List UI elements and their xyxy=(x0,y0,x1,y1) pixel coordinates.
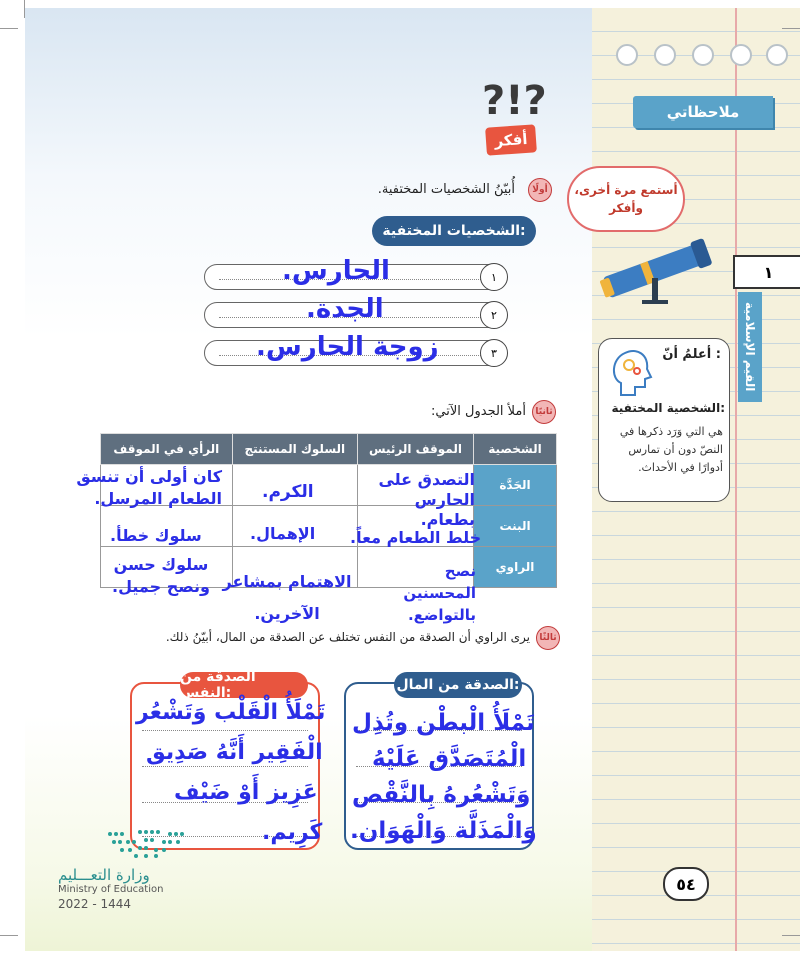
table-header: الشخصية xyxy=(474,434,557,465)
q2-instruction: أملأ الجدول الآتي: xyxy=(431,404,526,419)
think-label: أفكر xyxy=(485,124,537,155)
handwritten-opinion-2: سلوك خطأ. xyxy=(110,526,202,545)
q3-badge: ثالثًا xyxy=(536,626,560,650)
hidden-characters-title: الشخصيات المختفية: xyxy=(372,216,536,246)
think-marks: ?!? xyxy=(482,78,547,124)
q1-badge: أولًا xyxy=(528,178,552,202)
binder-hole xyxy=(654,44,676,66)
binder-hole xyxy=(766,44,788,66)
telescope-icon xyxy=(594,238,724,306)
ministry-name-english: Ministry of Education xyxy=(58,884,164,895)
crop-mark xyxy=(782,28,800,29)
row-number-2: ٢ xyxy=(480,301,508,329)
handwritten-behavior-2: الإهمال. xyxy=(250,524,316,543)
row-number-3: ٣ xyxy=(480,339,508,367)
handwritten-money-line-3: وَتَشْعُرهُ بِالنَّقْص xyxy=(352,782,531,808)
crop-mark xyxy=(782,935,800,936)
ministry-logo xyxy=(100,826,190,860)
handwritten-money-line-1: تَمْلَأُ الْبطْن وتُذِل xyxy=(352,710,535,736)
handwritten-opinion-1: كان أولى أن تنسق الطعام المرسل. xyxy=(76,467,222,508)
handwritten-money-line-2: الْمُتَصَدَّق عَلَيْهُ xyxy=(372,746,527,772)
handwritten-self-line-4: كَرِيم. xyxy=(262,820,323,845)
ruled-line xyxy=(142,730,308,731)
q2-badge: ثانيًا xyxy=(532,400,556,424)
info-heading: الشخصية المختفية: xyxy=(611,401,725,415)
unit-number: ١ xyxy=(733,255,800,289)
info-box xyxy=(598,338,730,502)
handwritten-behavior-1: الكرم. xyxy=(262,482,314,502)
charity-self-title: الصدقة من النفس: xyxy=(180,672,308,698)
crop-mark xyxy=(24,0,25,18)
handwritten-money-line-4: وَالْمَذَلَّة وَالْهَوَان. xyxy=(350,818,537,844)
row-number-1: ١ xyxy=(480,263,508,291)
info-title: أعلمُ أنّ : xyxy=(662,347,721,362)
edition-year: 2022 - 1444 xyxy=(58,897,132,911)
ruled-line xyxy=(142,766,308,767)
q1-instruction: أُبيّنُ الشخصيات المختفية. xyxy=(377,182,515,197)
table-header: الرأي في الموقف xyxy=(101,434,233,465)
table-cell-character: البنت xyxy=(474,506,557,547)
handwritten-answer-3: زوجة الحارس. xyxy=(256,332,439,362)
table-header-row xyxy=(101,434,557,465)
unit-title: القيم الإسلامية xyxy=(738,292,762,402)
handwritten-behavior-3: الاهتمام بمشاعر الآخرين. xyxy=(222,572,352,623)
handwritten-self-line-3: عَزِيز أَوْ ضَيْف xyxy=(174,780,318,805)
table-cell-character: الراوي xyxy=(474,547,557,588)
handwritten-position-1: التصدق على الحارس بطعام. xyxy=(378,470,475,529)
binder-hole xyxy=(730,44,752,66)
crop-mark xyxy=(0,935,18,936)
binder-hole xyxy=(616,44,638,66)
handwritten-position-3: نصح المحسنين بالتواضع. xyxy=(403,562,476,624)
handwritten-opinion-3: سلوك حسن ونصح جميل. xyxy=(112,555,210,596)
handwritten-answer-1: الحارس. xyxy=(282,256,390,286)
handwritten-self-line-1: تَمْلَأُ الْقَلْب وَتَشْعُر xyxy=(136,700,326,725)
ministry-name-arabic: وزارة التعـــليم xyxy=(58,866,150,884)
info-body: هي التي وَرَد ذكرها في النصّ دون أن تمارس أدوارًا في الأحداث. xyxy=(619,425,723,474)
handwritten-answer-2: الجدة. xyxy=(306,294,384,324)
think-bubble: أستمع مرة أخرى، وأفكر xyxy=(567,166,685,232)
notes-tab: ملاحظاتي xyxy=(633,96,773,128)
binder-hole xyxy=(692,44,714,66)
table-header: السلوك المستنتج xyxy=(232,434,357,465)
handwritten-self-line-2: الْفَقِير أَنَّهُ صَدِيق xyxy=(146,740,323,765)
brain-head-icon xyxy=(607,345,653,397)
handwritten-position-2: خلط الطعام معاً. xyxy=(350,528,482,547)
crop-mark xyxy=(0,28,18,29)
margin-rule xyxy=(735,8,737,951)
table-cell-character: الجَدَّة xyxy=(474,465,557,506)
page-number: ٥٤ xyxy=(663,867,709,901)
charity-money-title: الصدقة من المال: xyxy=(394,672,522,698)
table-header: الموقف الرئيس xyxy=(357,434,473,465)
q3-instruction: يرى الراوي أن الصدقة من النفس تختلف عن الصدقة من المال، أبيّنُ ذلك. xyxy=(165,630,530,644)
